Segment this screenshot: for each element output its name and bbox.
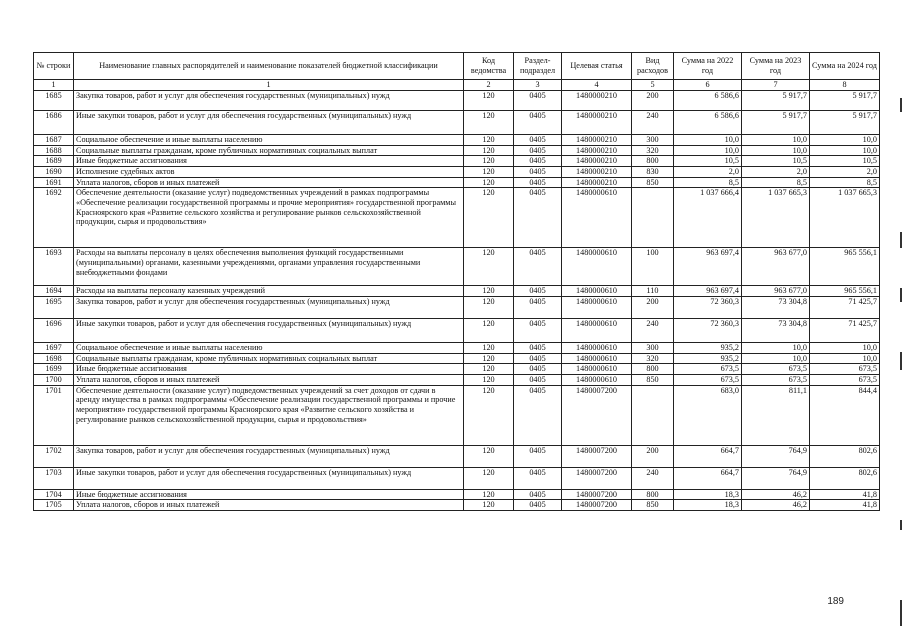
section-code-cell: 0405 <box>514 111 562 135</box>
row-number-cell: 1685 <box>34 91 74 111</box>
row-name-cell: Расходы на выплаты персоналу в целях обеспечения выполнения функций государственными (муниципальными) органами, казенными учреждениями, органами управления государственными внебюджетными фондами <box>74 248 464 286</box>
sum-2022-cell: 1 037 666,4 <box>674 188 742 248</box>
table-row <box>34 248 880 286</box>
row-name-cell: Обеспечение деятельности (оказание услуг) подведомственных учреждений за счет доходов от сдачи в аренду имущества в рамках подпрограммы «Обеспечение реализации государственной программы и прочие мероприятия» государственной программы Красноярского края «Развитие сельского хозяйства и регулирование рынков сельскохозяйственной продукции, сырья и продовольствия» <box>74 385 464 445</box>
dept-code-cell: 120 <box>464 286 514 297</box>
scan-edge-mark <box>900 352 902 370</box>
sum-2024-cell: 965 556,1 <box>810 248 880 286</box>
expense-type-cell: 850 <box>632 375 674 386</box>
row-number-cell: 1696 <box>34 319 74 343</box>
section-code-cell: 0405 <box>514 91 562 111</box>
row-number-cell: 1690 <box>34 167 74 178</box>
row-name-cell: Обеспечение деятельности (оказание услуг) подведомственных учреждений в рамках подпрограммы «Обеспечение реализации государственной программы и прочие мероприятия» государственной программы Красноярского края «Развитие сельского хозяйства и регулирование рынков сельскохозяйственной продукции, сырья и продовольствия» <box>74 188 464 248</box>
dept-code-cell: 120 <box>464 385 514 445</box>
col-number: 8 <box>810 80 880 91</box>
dept-code-cell: 120 <box>464 248 514 286</box>
row-number-cell: 1695 <box>34 297 74 319</box>
expense-type-cell: 800 <box>632 364 674 375</box>
row-name-cell: Социальные выплаты гражданам, кроме публичных нормативных социальных выплат <box>74 145 464 156</box>
expense-type-cell: 800 <box>632 156 674 167</box>
row-name-cell: Уплата налогов, сборов и иных платежей <box>74 177 464 188</box>
sum-2024-cell: 673,5 <box>810 375 880 386</box>
section-code-cell: 0405 <box>514 353 562 364</box>
row-number-cell: 1694 <box>34 286 74 297</box>
sum-2023-cell: 5 917,7 <box>742 91 810 111</box>
header-number-row <box>34 80 880 91</box>
table-row <box>34 489 880 500</box>
expense-type-cell <box>632 188 674 248</box>
page-number: 189 <box>827 596 844 607</box>
table-row <box>34 188 880 248</box>
col-header-target: Целевая статья <box>562 53 632 80</box>
section-code-cell: 0405 <box>514 500 562 511</box>
row-number-cell: 1693 <box>34 248 74 286</box>
sum-2024-cell: 1 037 665,3 <box>810 188 880 248</box>
dept-code-cell: 120 <box>464 167 514 178</box>
sum-2024-cell: 5 917,7 <box>810 91 880 111</box>
target-code-cell: 1480000210 <box>562 167 632 178</box>
sum-2022-cell: 8,5 <box>674 177 742 188</box>
expense-type-cell: 320 <box>632 145 674 156</box>
row-name-cell: Закупка товаров, работ и услуг для обеспечения государственных (муниципальных) нужд <box>74 297 464 319</box>
table-body <box>34 91 880 511</box>
row-name-cell: Уплата налогов, сборов и иных платежей <box>74 375 464 386</box>
expense-type-cell: 200 <box>632 91 674 111</box>
dept-code-cell: 120 <box>464 353 514 364</box>
sum-2024-cell: 673,5 <box>810 364 880 375</box>
row-number-cell: 1691 <box>34 177 74 188</box>
scan-edge-mark <box>900 288 902 302</box>
row-name-cell: Закупка товаров, работ и услуг для обеспечения государственных (муниципальных) нужд <box>74 91 464 111</box>
section-code-cell: 0405 <box>514 145 562 156</box>
section-code-cell: 0405 <box>514 135 562 146</box>
target-code-cell: 1480000210 <box>562 135 632 146</box>
col-header-exp-type: Вид расходов <box>632 53 674 80</box>
row-name-cell: Иные закупки товаров, работ и услуг для обеспечения государственных (муниципальных) нужд <box>74 467 464 489</box>
sum-2022-cell: 673,5 <box>674 375 742 386</box>
target-code-cell: 1480000610 <box>562 248 632 286</box>
table-row <box>34 375 880 386</box>
section-code-cell: 0405 <box>514 167 562 178</box>
target-code-cell: 1480000610 <box>562 319 632 343</box>
dept-code-cell: 120 <box>464 467 514 489</box>
sum-2022-cell: 683,0 <box>674 385 742 445</box>
sum-2024-cell: 2,0 <box>810 167 880 178</box>
sum-2023-cell: 46,2 <box>742 489 810 500</box>
dept-code-cell: 120 <box>464 177 514 188</box>
section-code-cell: 0405 <box>514 489 562 500</box>
sum-2022-cell: 6 586,6 <box>674 111 742 135</box>
row-number-cell: 1703 <box>34 467 74 489</box>
sum-2022-cell: 673,5 <box>674 364 742 375</box>
sum-2023-cell: 73 304,8 <box>742 319 810 343</box>
row-number-cell: 1689 <box>34 156 74 167</box>
sum-2023-cell: 963 677,0 <box>742 286 810 297</box>
col-header-sum-2024: Сумма на 2024 год <box>810 53 880 80</box>
expense-type-cell: 300 <box>632 135 674 146</box>
target-code-cell: 1480007200 <box>562 489 632 500</box>
dept-code-cell: 120 <box>464 500 514 511</box>
expense-type-cell: 240 <box>632 319 674 343</box>
section-code-cell: 0405 <box>514 375 562 386</box>
expense-type-cell: 300 <box>632 343 674 354</box>
row-number-cell: 1697 <box>34 343 74 354</box>
sum-2022-cell: 935,2 <box>674 353 742 364</box>
sum-2023-cell: 46,2 <box>742 500 810 511</box>
expense-type-cell: 320 <box>632 353 674 364</box>
section-code-cell: 0405 <box>514 156 562 167</box>
col-number: 6 <box>674 80 742 91</box>
dept-code-cell: 120 <box>464 297 514 319</box>
target-code-cell: 1480000210 <box>562 156 632 167</box>
target-code-cell: 1480000610 <box>562 343 632 354</box>
row-number-cell: 1686 <box>34 111 74 135</box>
sum-2022-cell: 963 697,4 <box>674 248 742 286</box>
col-number: 1 <box>74 80 464 91</box>
section-code-cell: 0405 <box>514 319 562 343</box>
section-code-cell: 0405 <box>514 188 562 248</box>
scan-edge-mark <box>900 98 902 112</box>
table-row <box>34 385 880 445</box>
sum-2022-cell: 664,7 <box>674 445 742 467</box>
section-code-cell: 0405 <box>514 286 562 297</box>
dept-code-cell: 120 <box>464 489 514 500</box>
sum-2022-cell: 2,0 <box>674 167 742 178</box>
sum-2022-cell: 6 586,6 <box>674 91 742 111</box>
row-name-cell: Исполнение судебных актов <box>74 167 464 178</box>
row-number-cell: 1700 <box>34 375 74 386</box>
target-code-cell: 1480007200 <box>562 500 632 511</box>
dept-code-cell: 120 <box>464 364 514 375</box>
sum-2024-cell: 10,0 <box>810 343 880 354</box>
table-row <box>34 111 880 135</box>
expense-type-cell: 110 <box>632 286 674 297</box>
row-name-cell: Уплата налогов, сборов и иных платежей <box>74 500 464 511</box>
section-code-cell: 0405 <box>514 467 562 489</box>
expense-type-cell: 850 <box>632 177 674 188</box>
col-number: 5 <box>632 80 674 91</box>
sum-2022-cell: 10,0 <box>674 135 742 146</box>
sum-2024-cell: 41,8 <box>810 489 880 500</box>
row-name-cell: Закупка товаров, работ и услуг для обеспечения государственных (муниципальных) нужд <box>74 445 464 467</box>
sum-2023-cell: 963 677,0 <box>742 248 810 286</box>
sum-2024-cell: 802,6 <box>810 467 880 489</box>
sum-2022-cell: 664,7 <box>674 467 742 489</box>
dept-code-cell: 120 <box>464 375 514 386</box>
row-number-cell: 1688 <box>34 145 74 156</box>
sum-2024-cell: 8,5 <box>810 177 880 188</box>
table-row <box>34 156 880 167</box>
table-row <box>34 500 880 511</box>
sum-2024-cell: 10,0 <box>810 353 880 364</box>
sum-2024-cell: 844,4 <box>810 385 880 445</box>
dept-code-cell: 120 <box>464 319 514 343</box>
dept-code-cell: 120 <box>464 445 514 467</box>
row-name-cell: Иные бюджетные ассигнования <box>74 156 464 167</box>
table-row <box>34 167 880 178</box>
expense-type-cell <box>632 385 674 445</box>
section-code-cell: 0405 <box>514 385 562 445</box>
row-name-cell: Иные закупки товаров, работ и услуг для обеспечения государственных (муниципальных) нужд <box>74 111 464 135</box>
expense-type-cell: 200 <box>632 445 674 467</box>
sum-2024-cell: 41,8 <box>810 500 880 511</box>
table-row <box>34 445 880 467</box>
target-code-cell: 1480000610 <box>562 364 632 375</box>
sum-2023-cell: 673,5 <box>742 375 810 386</box>
target-code-cell: 1480000210 <box>562 145 632 156</box>
section-code-cell: 0405 <box>514 177 562 188</box>
row-number-cell: 1702 <box>34 445 74 467</box>
target-code-cell: 1480000210 <box>562 111 632 135</box>
target-code-cell: 1480007200 <box>562 467 632 489</box>
target-code-cell: 1480007200 <box>562 385 632 445</box>
sum-2022-cell: 18,3 <box>674 489 742 500</box>
dept-code-cell: 120 <box>464 343 514 354</box>
row-name-cell: Социальное обеспечение и иные выплаты населению <box>74 343 464 354</box>
row-number-cell: 1698 <box>34 353 74 364</box>
target-code-cell: 1480000610 <box>562 286 632 297</box>
dept-code-cell: 120 <box>464 188 514 248</box>
table-row <box>34 343 880 354</box>
col-header-name: Наименование главных распорядителей и наименование показателей бюджетной классификации <box>74 53 464 80</box>
table-row <box>34 297 880 319</box>
sum-2023-cell: 10,0 <box>742 145 810 156</box>
sum-2022-cell: 10,5 <box>674 156 742 167</box>
scan-edge-mark <box>900 232 902 248</box>
sum-2024-cell: 71 425,7 <box>810 319 880 343</box>
target-code-cell: 1480007200 <box>562 445 632 467</box>
row-name-cell: Расходы на выплаты персоналу казенных учреждений <box>74 286 464 297</box>
scan-edge-mark <box>900 520 902 530</box>
header-row <box>34 53 880 80</box>
sum-2023-cell: 1 037 665,3 <box>742 188 810 248</box>
sum-2023-cell: 5 917,7 <box>742 111 810 135</box>
scan-edge-mark <box>900 600 902 626</box>
expense-type-cell: 800 <box>632 489 674 500</box>
target-code-cell: 1480000610 <box>562 188 632 248</box>
target-code-cell: 1480000610 <box>562 297 632 319</box>
col-header-dept: Код ведомства <box>464 53 514 80</box>
section-code-cell: 0405 <box>514 445 562 467</box>
expense-type-cell: 830 <box>632 167 674 178</box>
table-row <box>34 91 880 111</box>
row-name-cell: Иные бюджетные ассигнования <box>74 364 464 375</box>
dept-code-cell: 120 <box>464 91 514 111</box>
sum-2022-cell: 10,0 <box>674 145 742 156</box>
col-number: 3 <box>514 80 562 91</box>
expense-type-cell: 100 <box>632 248 674 286</box>
sum-2024-cell: 965 556,1 <box>810 286 880 297</box>
table-row <box>34 177 880 188</box>
target-code-cell: 1480000610 <box>562 353 632 364</box>
sum-2023-cell: 8,5 <box>742 177 810 188</box>
row-number-cell: 1687 <box>34 135 74 146</box>
sum-2023-cell: 673,5 <box>742 364 810 375</box>
dept-code-cell: 120 <box>464 145 514 156</box>
sum-2022-cell: 72 360,3 <box>674 297 742 319</box>
expense-type-cell: 850 <box>632 500 674 511</box>
section-code-cell: 0405 <box>514 248 562 286</box>
sum-2023-cell: 764,9 <box>742 445 810 467</box>
budget-table-sheet <box>33 52 879 511</box>
col-number: 2 <box>464 80 514 91</box>
sum-2023-cell: 10,0 <box>742 135 810 146</box>
sum-2022-cell: 18,3 <box>674 500 742 511</box>
col-number: 4 <box>562 80 632 91</box>
col-header-sum-2022: Сумма на 2022 год <box>674 53 742 80</box>
sum-2024-cell: 5 917,7 <box>810 111 880 135</box>
sum-2024-cell: 10,0 <box>810 145 880 156</box>
sum-2023-cell: 10,5 <box>742 156 810 167</box>
row-number-cell: 1692 <box>34 188 74 248</box>
row-name-cell: Иные закупки товаров, работ и услуг для обеспечения государственных (муниципальных) нужд <box>74 319 464 343</box>
sum-2023-cell: 73 304,8 <box>742 297 810 319</box>
table-row <box>34 286 880 297</box>
row-name-cell: Социальные выплаты гражданам, кроме публичных нормативных социальных выплат <box>74 353 464 364</box>
dept-code-cell: 120 <box>464 135 514 146</box>
sum-2023-cell: 10,0 <box>742 343 810 354</box>
target-code-cell: 1480000210 <box>562 177 632 188</box>
table-row <box>34 135 880 146</box>
dept-code-cell: 120 <box>464 111 514 135</box>
row-number-cell: 1699 <box>34 364 74 375</box>
col-header-section: Раздел-подраздел <box>514 53 562 80</box>
table-row <box>34 145 880 156</box>
sum-2022-cell: 935,2 <box>674 343 742 354</box>
sum-2024-cell: 10,5 <box>810 156 880 167</box>
col-header-row-no: № строки <box>34 53 74 80</box>
section-code-cell: 0405 <box>514 364 562 375</box>
row-number-cell: 1705 <box>34 500 74 511</box>
row-number-cell: 1704 <box>34 489 74 500</box>
target-code-cell: 1480000610 <box>562 375 632 386</box>
target-code-cell: 1480000210 <box>562 91 632 111</box>
sum-2023-cell: 811,1 <box>742 385 810 445</box>
expense-type-cell: 240 <box>632 111 674 135</box>
expense-type-cell: 240 <box>632 467 674 489</box>
expense-type-cell: 200 <box>632 297 674 319</box>
row-number-cell: 1701 <box>34 385 74 445</box>
table-row <box>34 364 880 375</box>
sum-2023-cell: 10,0 <box>742 353 810 364</box>
table-row <box>34 353 880 364</box>
section-code-cell: 0405 <box>514 297 562 319</box>
sum-2024-cell: 802,6 <box>810 445 880 467</box>
table-row <box>34 319 880 343</box>
dept-code-cell: 120 <box>464 156 514 167</box>
sum-2024-cell: 71 425,7 <box>810 297 880 319</box>
sum-2024-cell: 10,0 <box>810 135 880 146</box>
budget-table <box>33 52 880 511</box>
table-row <box>34 467 880 489</box>
row-name-cell: Социальное обеспечение и иные выплаты населению <box>74 135 464 146</box>
sum-2022-cell: 963 697,4 <box>674 286 742 297</box>
sum-2023-cell: 764,9 <box>742 467 810 489</box>
sum-2022-cell: 72 360,3 <box>674 319 742 343</box>
col-number: 1 <box>34 80 74 91</box>
sum-2023-cell: 2,0 <box>742 167 810 178</box>
row-name-cell: Иные бюджетные ассигнования <box>74 489 464 500</box>
col-number: 7 <box>742 80 810 91</box>
col-header-sum-2023: Сумма на 2023 год <box>742 53 810 80</box>
section-code-cell: 0405 <box>514 343 562 354</box>
